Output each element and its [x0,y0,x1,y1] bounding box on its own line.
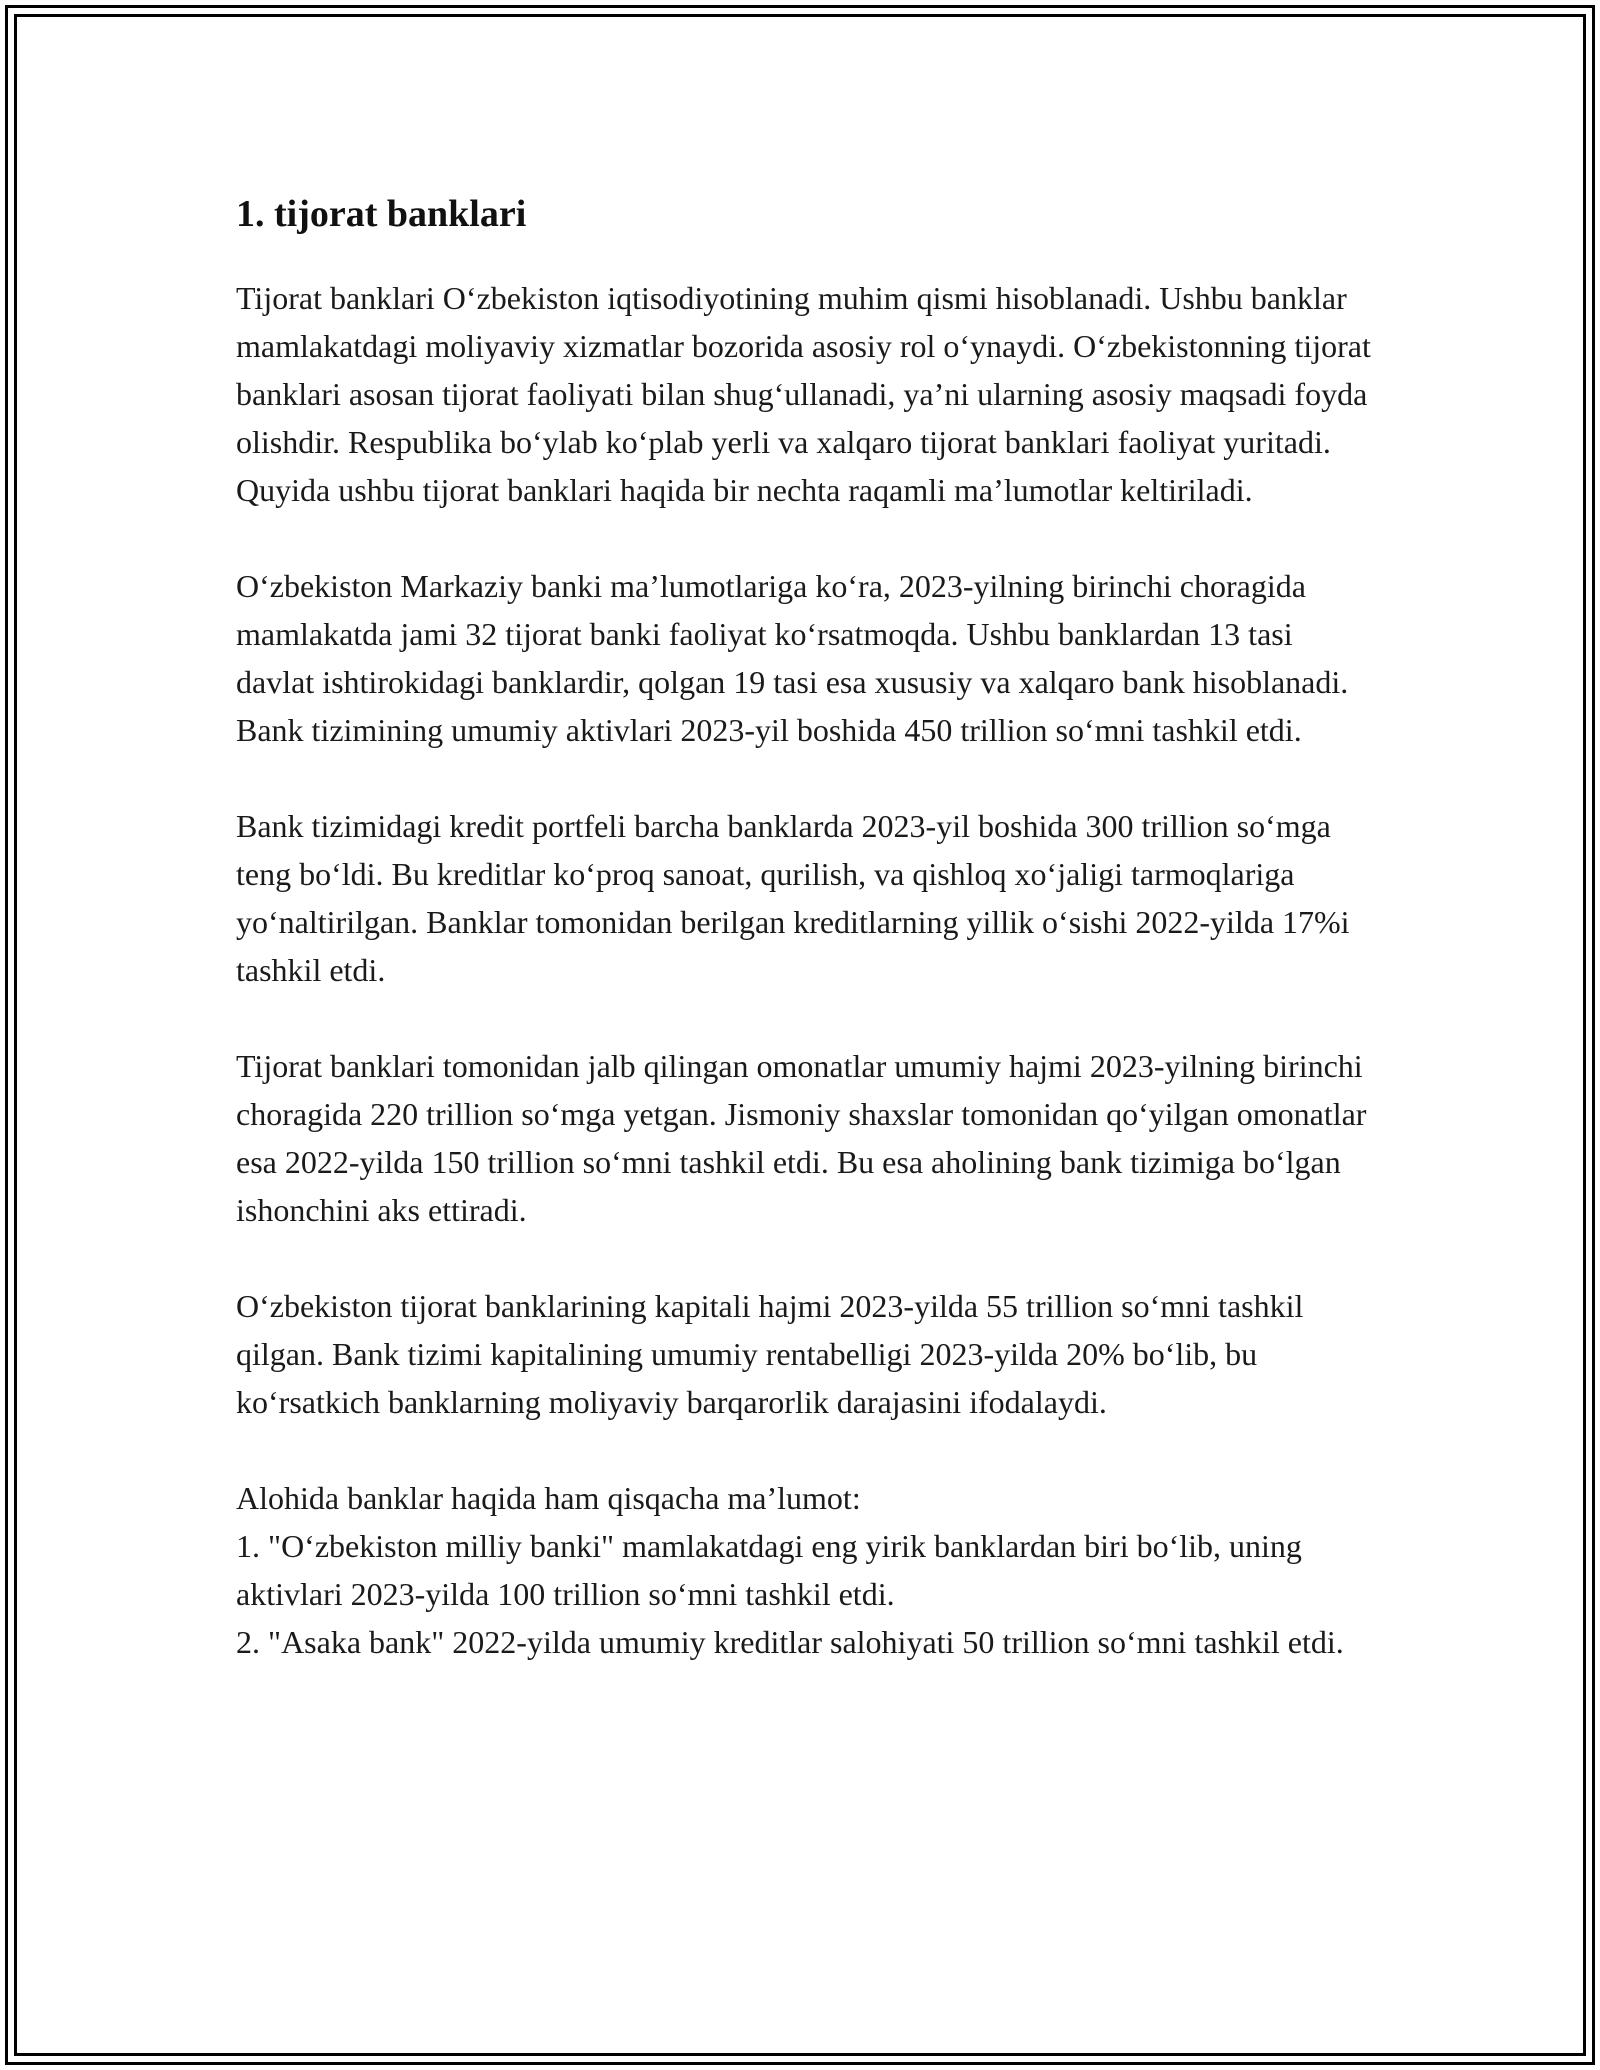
paragraph-capital: O‘zbekiston tijorat banklarining kapitali hajmi 2023-yilda 55 trillion so‘mni tashkil qilgan. Bank tizimi kapitalining umumiy rentabelligi 2023-yilda 20% bo‘lib, bu ko‘rsatkich banklarning moliyaviy barqarorlik darajasini ifodalaydi. [236,1288,1304,1420]
list-item: 2. "Asaka bank" 2022-yilda umumiy kreditlar salohiyati 50 trillion so‘mni tashkil etdi. [236,1624,1344,1660]
section-heading: 1. tijorat banklari [236,193,527,235]
list-item: 1. "O‘zbekiston milliy banki" mamlakatdagi eng yirik banklardan biri bo‘lib, uning aktivlari 2023-yilda 100 trillion so‘mni tashkil etdi. [236,1528,1302,1612]
paragraph-intro: Tijorat banklari O‘zbekiston iqtisodiyotining muhim qismi hisoblanadi. Ushbu banklar mamlakatdagi moliyaviy xizmatlar bozorida asosiy rol o‘ynaydi. O‘zbekistonning tijorat banklari asosan tijorat faoliyati bilan shug‘ullanadi, ya’ni ularning asosiy maqsadi foyda olishdir. Respublika bo‘ylab ko‘plab yerli va xalqaro tijorat banklari faoliyat yuritadi. Quyida ushbu tijorat banklari haqida bir nechta raqamli ma’lumotlar keltiriladi. [236,280,1371,508]
paragraph-credit-portfolio: Bank tizimidagi kredit portfeli barcha banklarda 2023-yil boshida 300 trillion so‘mga teng bo‘ldi. Bu kreditlar ko‘proq sanoat, qurilish, va qishloq xo‘jaligi tarmoqlariga yo‘naltirilgan. Banklar tomonidan berilgan kreditlarning yillik o‘sishi 2022-yilda 17%i tashkil etdi. [236,808,1350,988]
document-body [236,186,1376,1666]
paragraph-bank-count: O‘zbekiston Markaziy banki ma’lumotlariga ko‘ra, 2023-yilning birinchi choragida mamlakatda jami 32 tijorat banki faoliyat ko‘rsatmoqda. Ushbu banklardan 13 tasi davlat ishtirokidagi banklardir, qolgan 19 tasi esa xususiy va xalqaro bank hisoblanadi. Bank tizimining umumiy aktivlari 2023-yil boshida 450 trillion so‘mni tashkil etdi. [236,568,1349,748]
paragraph-deposits: Tijorat banklari tomonidan jalb qilingan omonatlar umumiy hajmi 2023-yilning birinchi choragida 220 trillion so‘mga yetgan. Jismoniy shaxslar tomonidan qo‘yilgan omonatlar esa 2022-yilda 150 trillion so‘mni tashkil etdi. Bu esa aholining bank tizimiga bo‘lgan ishonchini aks ettiradi. [236,1048,1367,1228]
bank-list-intro: Alohida banklar haqida ham qisqacha ma’lumot: [236,1480,861,1516]
bank-list [236,1474,1376,1666]
